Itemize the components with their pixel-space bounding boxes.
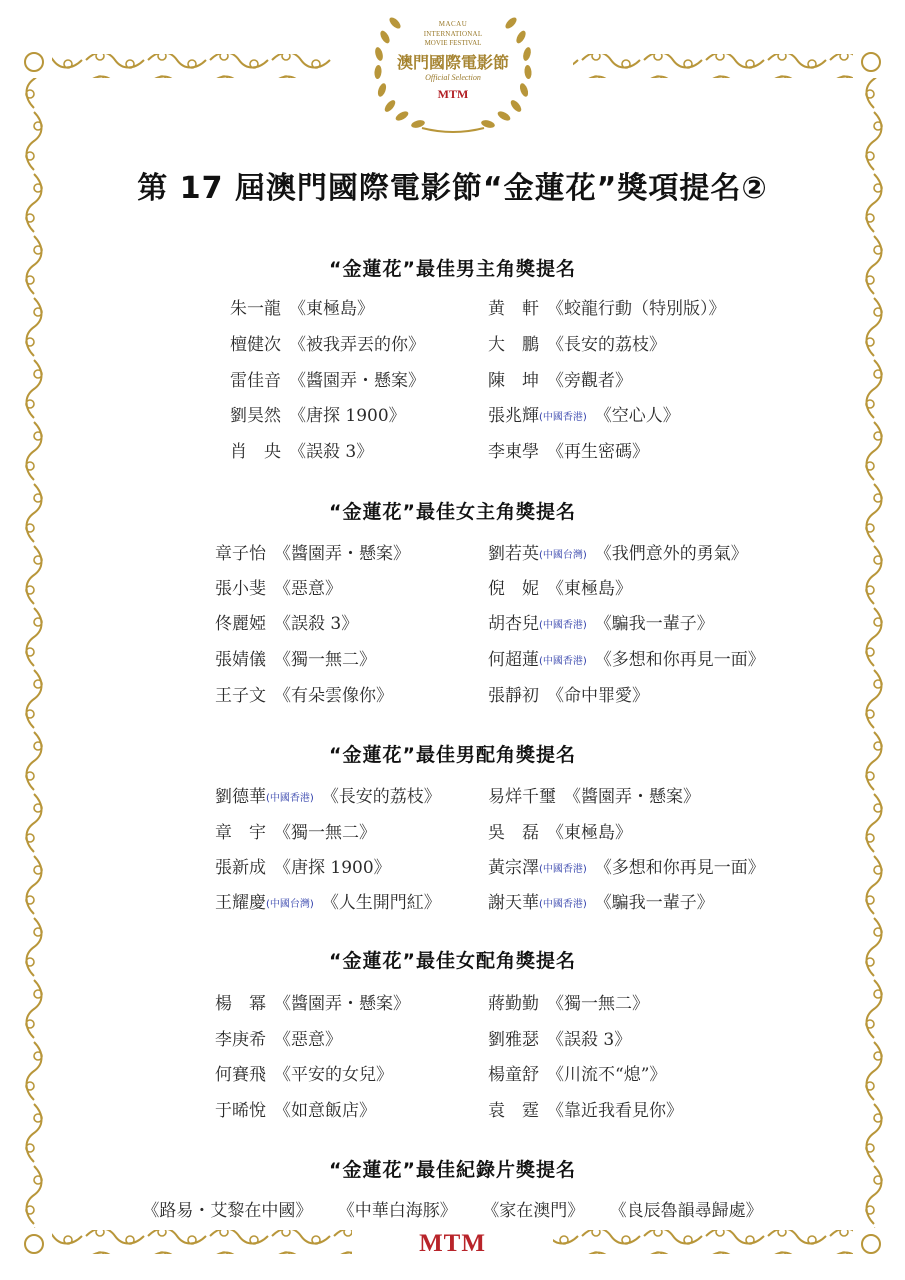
documentary-title: 《中華白海豚》 bbox=[337, 1201, 457, 1221]
nominee-row bbox=[488, 989, 649, 1014]
nominee-row bbox=[230, 294, 374, 319]
emblem-text-movie-festival: MOVIE FESTIVAL bbox=[424, 39, 482, 47]
film-title: 《醬園弄・懸案》 bbox=[289, 371, 425, 391]
film-title: 《東極島》 bbox=[547, 823, 632, 843]
nominee-name: 王子文 bbox=[215, 686, 266, 706]
nominee-row bbox=[215, 782, 441, 807]
emblem-text-chinese-name: 澳門國際電影節 bbox=[396, 55, 509, 72]
nominee-name: 倪 妮 bbox=[488, 579, 539, 599]
nominee-row bbox=[230, 437, 373, 462]
region-tag: (中國香港) bbox=[539, 899, 587, 910]
nominee-name: 黃宗澤 bbox=[488, 858, 539, 878]
footer-logo-mtm: MTM bbox=[419, 1230, 486, 1257]
film-title: 《東極島》 bbox=[289, 299, 374, 319]
nominee-name: 于晞悅 bbox=[215, 1101, 266, 1121]
nominee-row bbox=[488, 888, 714, 913]
film-title: 《我們意外的勇氣》 bbox=[594, 544, 748, 564]
film-title: 《再生密碼》 bbox=[547, 442, 649, 462]
documentary-title: 《家在澳門》 bbox=[482, 1201, 585, 1221]
region-tag: (中國台灣) bbox=[266, 899, 314, 910]
film-title: 《唐探 1900》 bbox=[274, 858, 391, 878]
documentary-title: 《路易・艾黎在中國》 bbox=[142, 1201, 313, 1221]
nominee-row bbox=[215, 574, 342, 599]
nominee-row bbox=[215, 609, 358, 634]
film-title: 《多想和你再見一面》 bbox=[594, 650, 765, 670]
film-title: 《誤殺 3》 bbox=[289, 442, 374, 462]
nominee-row bbox=[488, 330, 666, 355]
region-tag: (中國香港) bbox=[539, 620, 587, 631]
nominee-row bbox=[215, 1096, 376, 1121]
film-title: 《靠近我看見你》 bbox=[547, 1101, 683, 1121]
section-title-best-supporting-actress: “金蓮花”最佳女配角獎提名 bbox=[329, 950, 576, 972]
section-title-best-actor: “金蓮花”最佳男主角獎提名 bbox=[329, 258, 576, 280]
nominee-row bbox=[488, 539, 748, 564]
emblem-text-macau: MACAU bbox=[438, 20, 468, 28]
film-title: 《唐探 1900》 bbox=[289, 406, 406, 426]
film-title: 《空心人》 bbox=[594, 406, 680, 426]
nominee-name: 雷佳音 bbox=[230, 371, 281, 391]
nominee-row bbox=[488, 782, 700, 807]
film-title: 《醬園弄・懸案》 bbox=[274, 544, 410, 564]
nominee-name: 何超蓮 bbox=[488, 650, 539, 670]
nominee-row bbox=[488, 818, 632, 843]
nominee-name: 劉德華 bbox=[215, 787, 266, 807]
film-title: 《醬園弄・懸案》 bbox=[274, 994, 410, 1014]
nominee-row bbox=[215, 681, 393, 706]
section-title-best-actress: “金蓮花”最佳女主角獎提名 bbox=[329, 501, 576, 523]
nominee-row bbox=[488, 609, 714, 634]
nominee-name: 胡杏兒 bbox=[488, 614, 539, 634]
nominee-name: 吳 磊 bbox=[488, 823, 539, 843]
nominee-row bbox=[230, 401, 406, 426]
section-title-best-documentary: “金蓮花”最佳紀錄片獎提名 bbox=[329, 1159, 576, 1181]
nominee-row bbox=[488, 366, 632, 391]
emblem-text-official-selection: Official Selection bbox=[425, 73, 481, 82]
nominee-row bbox=[230, 366, 425, 391]
nominee-row bbox=[215, 853, 391, 878]
nominee-name: 劉雅瑟 bbox=[488, 1030, 539, 1050]
film-title: 《命中罪愛》 bbox=[547, 686, 649, 706]
nominee-name: 朱一龍 bbox=[230, 299, 281, 319]
nominee-name: 楊 冪 bbox=[215, 994, 266, 1014]
film-title: 《長安的荔枝》 bbox=[547, 335, 666, 355]
film-title: 《醬園弄・懸案》 bbox=[564, 787, 700, 807]
film-title: 《蛟龍行動（特別版）》 bbox=[547, 299, 726, 319]
nominee-row bbox=[488, 401, 680, 426]
film-title: 《獨一無二》 bbox=[547, 994, 649, 1014]
film-title: 《如意飯店》 bbox=[274, 1101, 376, 1121]
nominee-name: 張靜初 bbox=[488, 686, 539, 706]
nominee-name: 黄 軒 bbox=[488, 299, 539, 319]
nominee-row bbox=[215, 1060, 393, 1085]
nominee-name: 張小斐 bbox=[215, 579, 266, 599]
nominee-row bbox=[215, 989, 410, 1014]
nominee-name: 李東學 bbox=[488, 442, 539, 462]
nominee-row bbox=[488, 1096, 683, 1121]
film-title: 《惡意》 bbox=[274, 579, 342, 599]
nominee-row bbox=[488, 294, 726, 319]
nominee-name: 張婧儀 bbox=[215, 650, 266, 670]
film-title: 《騙我一輩子》 bbox=[594, 893, 714, 913]
nominee-row bbox=[215, 645, 376, 670]
nominee-name: 袁 霆 bbox=[488, 1101, 539, 1121]
nominee-row bbox=[488, 574, 632, 599]
nominee-row bbox=[488, 681, 649, 706]
region-tag: (中國香港) bbox=[539, 864, 587, 875]
nominee-name: 劉若英 bbox=[488, 544, 539, 564]
nominee-row bbox=[488, 853, 765, 878]
nominee-name: 陳 坤 bbox=[488, 371, 539, 391]
nominee-row bbox=[488, 645, 765, 670]
film-title: 《平安的女兒》 bbox=[274, 1065, 393, 1085]
region-tag: (中國香港) bbox=[266, 793, 314, 804]
film-title: 《獨一無二》 bbox=[274, 823, 376, 843]
region-tag: (中國香港) bbox=[539, 412, 587, 423]
nominee-name: 何賽飛 bbox=[215, 1065, 266, 1085]
nominee-name: 張兆輝 bbox=[488, 406, 539, 426]
emblem-text-international: INTERNATIONAL bbox=[423, 30, 483, 38]
film-title: 《旁觀者》 bbox=[547, 371, 632, 391]
emblem-text-mtm: MTM bbox=[437, 87, 469, 101]
nominee-row bbox=[215, 1025, 342, 1050]
film-title: 《誤殺 3》 bbox=[274, 614, 359, 634]
region-tag: (中國香港) bbox=[539, 656, 587, 667]
section-title-best-supporting-actor: “金蓮花”最佳男配角獎提名 bbox=[329, 744, 576, 766]
film-title: 《被我弄丟的你》 bbox=[289, 335, 425, 355]
nominee-name: 謝天華 bbox=[488, 893, 539, 913]
nominee-name: 章 宇 bbox=[215, 823, 266, 843]
nominee-row bbox=[488, 1060, 666, 1085]
documentary-title: 《良辰魯韻尋歸處》 bbox=[609, 1201, 763, 1221]
nominee-name: 李庚希 bbox=[215, 1030, 266, 1050]
nominee-name: 大 鵬 bbox=[488, 335, 539, 355]
festival-emblem bbox=[362, 6, 544, 138]
nominee-name: 肖 央 bbox=[230, 442, 281, 462]
nominee-name: 楊童舒 bbox=[488, 1065, 539, 1085]
nominee-name: 王耀慶 bbox=[215, 893, 266, 913]
nominee-name: 佟麗婭 bbox=[215, 614, 266, 634]
nominee-row bbox=[215, 539, 410, 564]
nominee-name: 蔣勤勤 bbox=[488, 994, 539, 1014]
nominee-name: 檀健次 bbox=[230, 335, 281, 355]
nominee-row bbox=[488, 437, 649, 462]
nominee-name: 易烊千璽 bbox=[488, 787, 556, 807]
nominee-row bbox=[230, 330, 425, 355]
page-title: 第 17 屆澳門國際電影節“金蓮花”獎項提名② bbox=[137, 171, 768, 206]
nominee-row bbox=[215, 888, 441, 913]
film-title: 《獨一無二》 bbox=[274, 650, 376, 670]
film-title: 《惡意》 bbox=[274, 1030, 342, 1050]
nominee-name: 張新成 bbox=[215, 858, 266, 878]
documentary-list bbox=[0, 1196, 905, 1221]
region-tag: (中國台灣) bbox=[539, 550, 587, 561]
film-title: 《多想和你再見一面》 bbox=[594, 858, 765, 878]
nominee-row bbox=[215, 818, 376, 843]
nominee-row bbox=[488, 1025, 631, 1050]
film-title: 《騙我一輩子》 bbox=[594, 614, 714, 634]
film-title: 《長安的荔枝》 bbox=[321, 787, 441, 807]
film-title: 《東極島》 bbox=[547, 579, 632, 599]
film-title: 《有朵雲像你》 bbox=[274, 686, 393, 706]
nominee-name: 劉昊然 bbox=[230, 406, 281, 426]
film-title: 《誤殺 3》 bbox=[547, 1030, 632, 1050]
film-title: 《川流不“熄”》 bbox=[547, 1065, 667, 1085]
film-title: 《人生開門紅》 bbox=[321, 893, 441, 913]
nominee-name: 章子怡 bbox=[215, 544, 266, 564]
